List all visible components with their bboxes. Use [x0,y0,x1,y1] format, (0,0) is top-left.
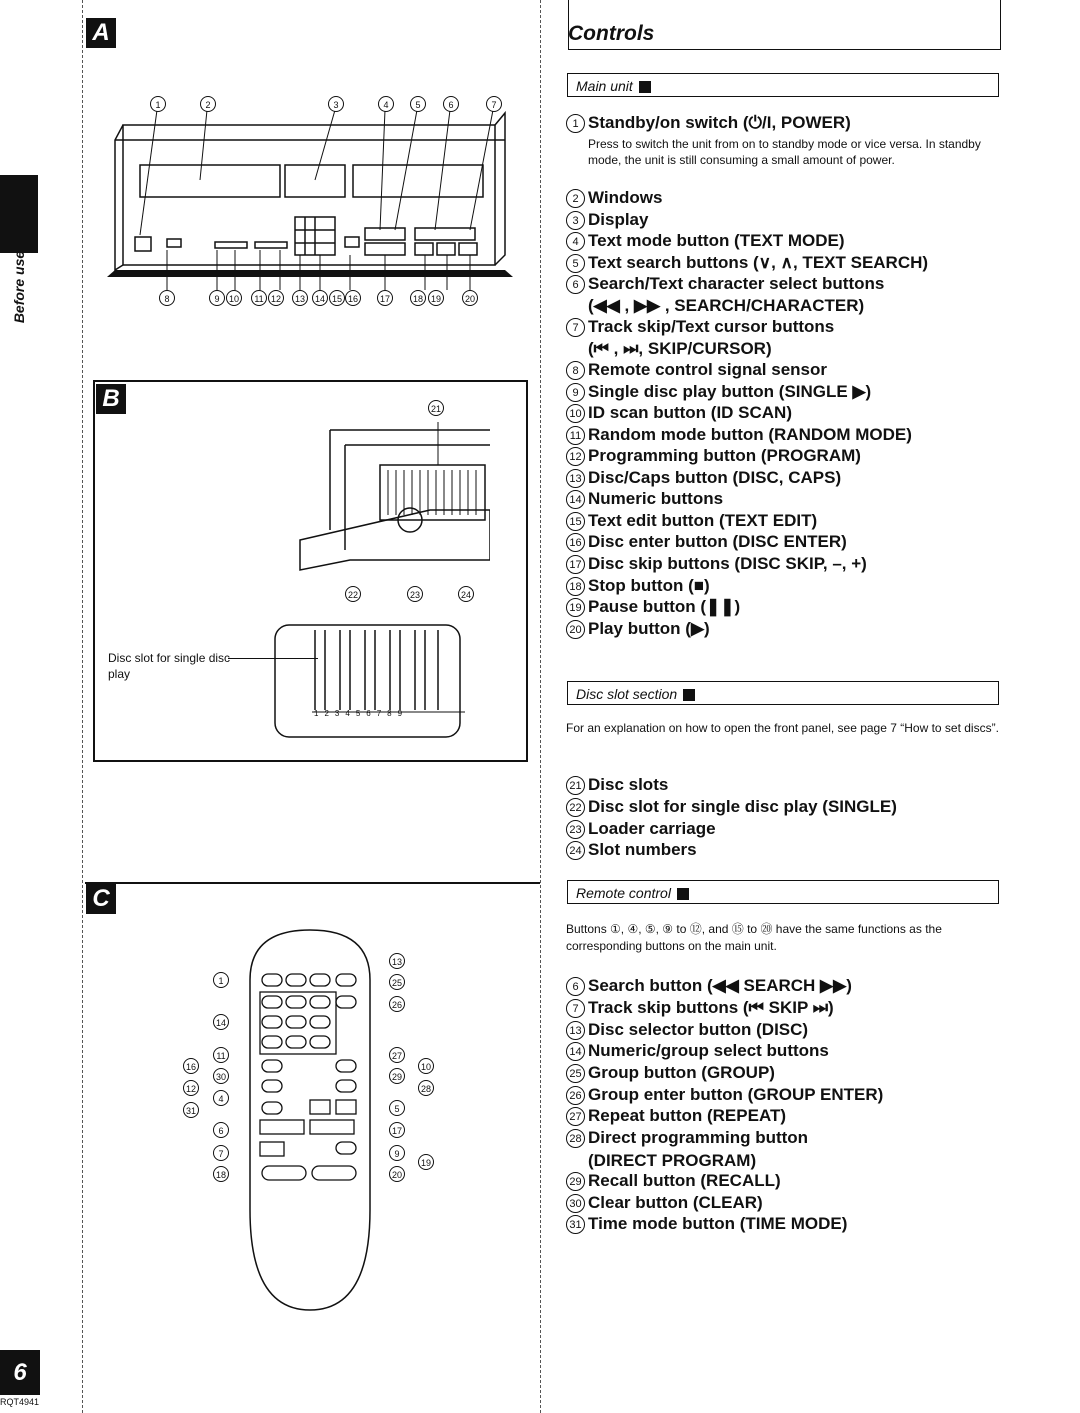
item-number-badge: 25 [566,1064,585,1083]
item-label: Random mode button (RANDOM MODE) [588,425,912,444]
control-item [566,511,817,531]
item-label: Pause button (❚❚) [588,597,741,616]
control-item [566,446,861,466]
slot-number: 5 [355,709,367,718]
control-item [566,576,710,596]
control-item [566,597,740,617]
item-label: Disc enter button (DISC ENTER) [588,532,847,551]
item-number-badge: 7 [566,999,585,1018]
remote-control-marker [677,888,689,900]
callout-26-remote: 26 [389,996,405,1012]
control-item [566,188,662,208]
item-label: Recall button (RECALL) [588,1171,781,1190]
remote-control-note: Buttons ①, ④, ⑤, ⑨ to ⑫, and ⑮ to ⑳ have the same functions as the corresponding buttons on the main unit. [566,922,942,953]
control-item [566,819,716,839]
slot-number: 6 [366,709,377,718]
callout-2: 2 [200,96,216,112]
callout-18-remote: 18 [213,1166,229,1182]
control-item [566,360,827,380]
item-number-badge: 19 [566,598,585,617]
callout-31-remote: 31 [183,1102,199,1118]
item-label: Search/Text character select buttons [588,274,885,293]
control-item [566,1041,829,1061]
item-label: Disc slots [588,775,669,794]
callout-30-remote: 30 [213,1068,229,1084]
callout-16-remote: 16 [183,1058,199,1074]
callout-10: 10 [226,290,242,306]
item-label: Disc skip buttons (DISC SKIP, –, +) [588,554,867,573]
callout-7: 7 [486,96,502,112]
title-underline [568,49,1001,50]
standby-description: Press to switch the unit from on to standby mode or vice versa. In standby mode, the unit is still consuming a small amount of power. [588,137,981,167]
item-number-badge: 10 [566,404,585,423]
control-item [566,775,668,795]
control-item [566,840,697,860]
item-number-badge: 5 [566,254,585,273]
item-label: Text edit button (TEXT EDIT) [588,511,818,530]
item-label: Track skip/Text cursor buttons [588,317,835,336]
control-item [566,210,648,230]
item-number-badge: 1 [566,114,585,133]
figure-b-badge: B [96,384,126,414]
callout-1-remote: 1 [213,972,229,988]
callout-17: 17 [377,290,393,306]
left-margin-rule [82,0,83,1413]
direct-program-continuation: (DIRECT PROGRAM) [588,1151,757,1170]
section-marker-block [0,175,38,253]
callout-20: 20 [462,290,478,306]
before-use-label: Before use [11,250,27,324]
callout-5-remote: 5 [389,1100,405,1116]
main-unit-illustration [95,85,535,325]
callout-11: 11 [251,290,267,306]
callout-17-remote: 17 [389,1122,405,1138]
disc-slot-heading-text: Disc slot section [576,686,678,702]
callout-19-remote: 19 [418,1154,434,1170]
main-unit-marker [639,81,651,93]
control-item [566,1193,763,1213]
remote-control-heading [567,880,999,904]
callout-14: 14 [312,290,328,306]
control-item [566,532,847,552]
item-number-badge: 29 [566,1172,585,1191]
callout-16: 16 [345,290,361,306]
callout-3: 3 [328,96,344,112]
item-number-badge: 7 [566,318,585,337]
callout-13-remote: 13 [389,953,405,969]
item-number-badge: 8 [566,361,585,380]
callout-4: 4 [378,96,394,112]
item-number-badge: 30 [566,1194,585,1213]
control-item [566,1128,808,1148]
remote-control-illustration [240,920,380,1320]
control-item [566,1106,786,1126]
document-id: RQT4941 [0,1397,40,1407]
caption-leader-line [228,658,318,659]
item-number-badge: 22 [566,798,585,817]
item-number-badge: 17 [566,555,585,574]
item-label: Numeric/group select buttons [588,1041,829,1060]
page-number: 6 [0,1350,40,1395]
item-number-badge: 12 [566,447,585,466]
control-item [566,489,723,509]
item-label: Disc/Caps button (DISC, CAPS) [588,468,842,487]
callout-12: 12 [268,290,284,306]
callout-19: 19 [428,290,444,306]
control-item [566,619,710,639]
callout-29-remote: 29 [389,1068,405,1084]
callout-21: 21 [428,400,444,416]
item-label: Windows [588,188,663,207]
callout-23: 23 [407,586,423,602]
callout-13: 13 [292,290,308,306]
item-label: Group button (GROUP) [588,1063,775,1082]
item-label: Slot numbers [588,840,697,859]
callout-6-remote: 6 [213,1122,229,1138]
callout-10-remote: 10 [418,1058,434,1074]
item-label: Remote control signal sensor [588,360,827,379]
search-character-continuation: (◀◀ , ▶▶ , SEARCH/CHARACTER) [588,296,865,315]
disc-slot-caption: Disc slot for single disc play [108,651,231,681]
callout-22: 22 [345,586,361,602]
item-label: Clear button (CLEAR) [588,1193,763,1212]
callout-27-remote: 27 [389,1047,405,1063]
item-label: Time mode button (TIME MODE) [588,1214,848,1233]
item-label: Text search buttons (∨, ∧, TEXT SEARCH) [588,253,929,272]
item-label: Standby/on switch (⏻/I, POWER) [588,113,851,132]
slot-number-scale [314,706,474,722]
callout-25-remote: 25 [389,974,405,990]
item-label: Programming button (PROGRAM) [588,446,861,465]
control-item [566,317,834,337]
callout-24: 24 [458,586,474,602]
callout-9: 9 [209,290,225,306]
control-item [566,231,845,251]
callout-12-remote: 12 [183,1080,199,1096]
control-item [566,382,871,402]
callout-28-remote: 28 [418,1080,434,1096]
item-label: ID scan button (ID SCAN) [588,403,792,422]
callout-8: 8 [159,290,175,306]
item-label: Text mode button (TEXT MODE) [588,231,845,250]
callout-9-remote: 9 [389,1145,405,1161]
item-number-badge: 23 [566,820,585,839]
controls-title: Controls [568,22,655,45]
control-item [566,425,912,445]
main-unit-heading-text: Main unit [576,78,633,94]
control-item [566,253,928,273]
callout-4-remote: 4 [213,1090,229,1106]
item-number-badge: 4 [566,232,585,251]
callout-15: 15 [329,290,345,306]
item-number-badge: 13 [566,1021,585,1040]
item-label: Display [588,210,649,229]
callout-7-remote: 7 [213,1145,229,1161]
control-item [566,1085,883,1105]
figure-a-badge: A [86,18,116,48]
item-label: Repeat button (REPEAT) [588,1106,787,1125]
item-number-badge: 11 [566,426,585,445]
item-label: Track skip buttons (⏮ SKIP ⏭) [588,998,834,1017]
callout-11-remote: 11 [213,1047,229,1063]
control-item [566,554,867,574]
item-label: Group enter button (GROUP ENTER) [588,1085,884,1104]
before-use-tab [2,252,36,322]
slot-number: 3 [334,709,346,718]
slot-detail-illustration [270,620,470,745]
control-item [566,113,851,133]
figure-c-badge: C [86,884,116,914]
item-label: Loader carriage [588,819,716,838]
item-number-badge: 6 [566,977,585,996]
skip-cursor-continuation: (⏮ , ⏭, SKIP/CURSOR) [588,339,772,358]
control-item [566,1063,775,1083]
disc-slot-marker [683,689,695,701]
item-label: Numeric buttons [588,489,724,508]
slot-number: 1 [314,709,325,718]
control-item [566,797,897,817]
control-item [566,1214,847,1234]
item-label: Search button (◀◀ SEARCH ▶▶) [588,976,852,995]
slot-number: 4 [345,709,356,718]
control-item [566,403,792,423]
item-number-badge: 24 [566,841,585,860]
item-number-badge: 14 [566,1042,585,1061]
item-number-badge: 21 [566,776,585,795]
disc-slot-heading [567,681,999,705]
callout-6: 6 [443,96,459,112]
slot-number: 9 [397,709,409,718]
callout-5: 5 [410,96,426,112]
slot-number: 2 [324,709,335,718]
item-number-badge: 28 [566,1129,585,1148]
remote-control-heading-text: Remote control [576,885,671,901]
callout-18: 18 [410,290,426,306]
item-label: Direct programming button [588,1128,809,1147]
item-number-badge: 2 [566,189,585,208]
item-number-badge: 20 [566,620,585,639]
item-label: Disc selector button (DISC) [588,1020,809,1039]
item-label: Single disc play button (SINGLE ▶) [588,382,872,401]
control-item [566,1020,808,1040]
slot-number: 8 [387,709,398,718]
item-number-badge: 26 [566,1086,585,1105]
item-number-badge: 13 [566,469,585,488]
control-item [566,274,884,294]
figure-c-rule [85,882,540,884]
item-number-badge: 27 [566,1107,585,1126]
item-number-badge: 16 [566,533,585,552]
disc-slot-illustration [290,410,490,580]
callout-20-remote: 20 [389,1166,405,1182]
item-label: Stop button (■) [588,576,710,595]
control-item [566,998,834,1018]
item-number-badge: 15 [566,512,585,531]
callout-1: 1 [150,96,166,112]
title-frame-right [1000,0,1001,50]
main-unit-heading [567,73,999,97]
item-number-badge: 6 [566,275,585,294]
center-column-rule [540,0,541,1413]
item-number-badge: 31 [566,1215,585,1234]
item-number-badge: 14 [566,490,585,509]
item-number-badge: 9 [566,383,585,402]
item-number-badge: 18 [566,577,585,596]
item-label: Play button (▶) [588,619,710,638]
disc-slot-note: For an explanation on how to open the front panel, see page 7 “How to set discs”. [566,721,999,735]
control-item [566,1171,781,1191]
slot-number: 7 [376,709,388,718]
item-label: Disc slot for single disc play (SINGLE) [588,797,897,816]
callout-14-remote: 14 [213,1014,229,1030]
item-number-badge: 3 [566,211,585,230]
control-item [566,976,852,996]
control-item [566,468,841,488]
